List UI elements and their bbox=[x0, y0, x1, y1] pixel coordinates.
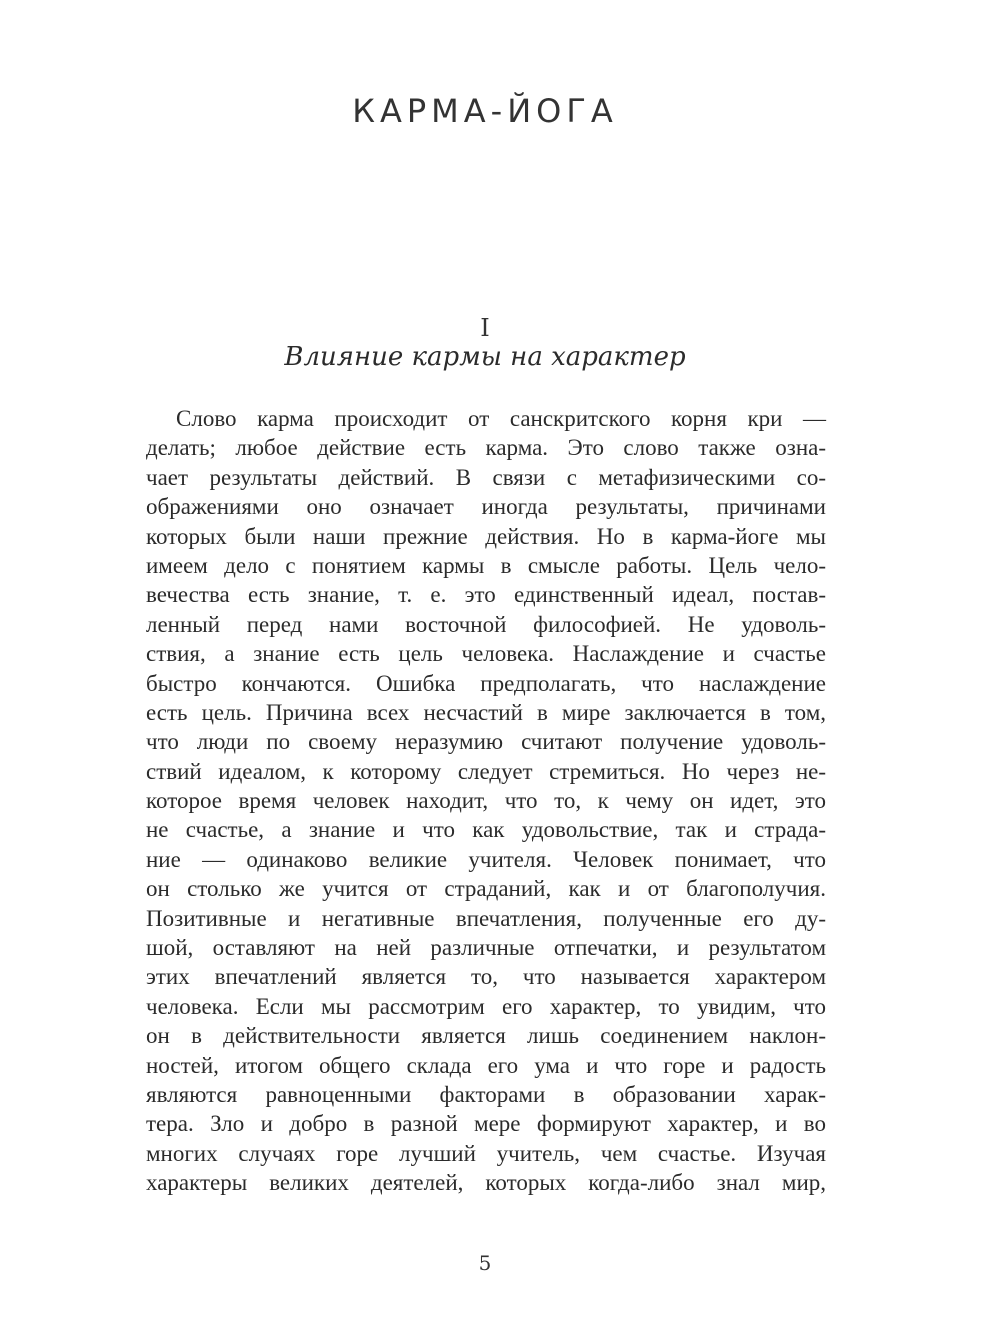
text-line: многих случаях горе лучший учитель, чем счастье. Изучая bbox=[146, 1140, 826, 1166]
text-line: он в действительности является лишь соединением наклон- bbox=[146, 1023, 826, 1049]
chapter-number: I bbox=[480, 314, 490, 342]
text-line: Позитивные и негативные впечатления, полученные его ду- bbox=[146, 905, 826, 931]
book-title: КАРМА-ЙОГА bbox=[352, 92, 618, 130]
text-line: характеры великих деятелей, которых когда-либо знал мир, bbox=[146, 1170, 826, 1196]
text-line: вечества есть знание, т. е. это единственный идеал, постав- bbox=[146, 582, 826, 608]
text-line: которых были наши прежние действия. Но в карма-йоге мы bbox=[146, 523, 826, 549]
text-line: ствия, а знание есть цель человека. Наслаждение и счастье bbox=[146, 641, 826, 667]
text-line: ствий идеалом, к которому следует стремиться. Но через не- bbox=[146, 758, 826, 784]
text-line: что люди по своему неразумию считают получение удоволь- bbox=[146, 729, 826, 755]
text-line: чает результаты действий. В связи с метафизическими со- bbox=[146, 464, 826, 490]
text-line: быстро кончаются. Ошибка предполагать, что наслаждение bbox=[146, 670, 826, 696]
text-line: ние — одинаково великие учителя. Человек понимает, что bbox=[146, 846, 826, 872]
text-line: есть цель. Причина всех несчастий в мире заключается в том, bbox=[146, 699, 826, 725]
text-line: являются равноценными факторами в образовании харак- bbox=[146, 1081, 826, 1107]
text-line: ображениями оно означает иногда результаты, причинами bbox=[146, 494, 826, 520]
text-line: ностей, итогом общего склада его ума и что горе и радость bbox=[146, 1052, 826, 1078]
page-number: 5 bbox=[478, 1251, 492, 1275]
text-line: этих впечатлений является то, что называется характером bbox=[146, 964, 826, 990]
text-line: Слово карма происходит от санскритского корня кри — bbox=[176, 406, 826, 431]
text-line: он столько же учится от страданий, как и от благополучия. bbox=[146, 876, 826, 902]
text-line: шой, оставляют на ней различные отпечатки, и результатом bbox=[146, 935, 826, 961]
text-line: которое время человек находит, что то, к чему он идет, это bbox=[146, 788, 826, 814]
text-line: человека. Если мы рассмотрим его характер, то увидим, что bbox=[146, 993, 826, 1019]
chapter-title: Влияние кармы на характер bbox=[284, 342, 686, 372]
body-text bbox=[146, 404, 826, 1198]
text-line: делать; любое действие есть карма. Это слово также озна- bbox=[146, 435, 826, 461]
text-line: тера. Зло и добро в разной мере формируют характер, и во bbox=[146, 1111, 826, 1137]
text-line: имеем дело с понятием кармы в смысле работы. Цель чело- bbox=[146, 552, 826, 578]
text-line: ленный перед нами восточной философией. Не удоволь- bbox=[146, 611, 826, 637]
text-line: не счастье, а знание и что как удовольствие, так и страда- bbox=[146, 817, 826, 843]
